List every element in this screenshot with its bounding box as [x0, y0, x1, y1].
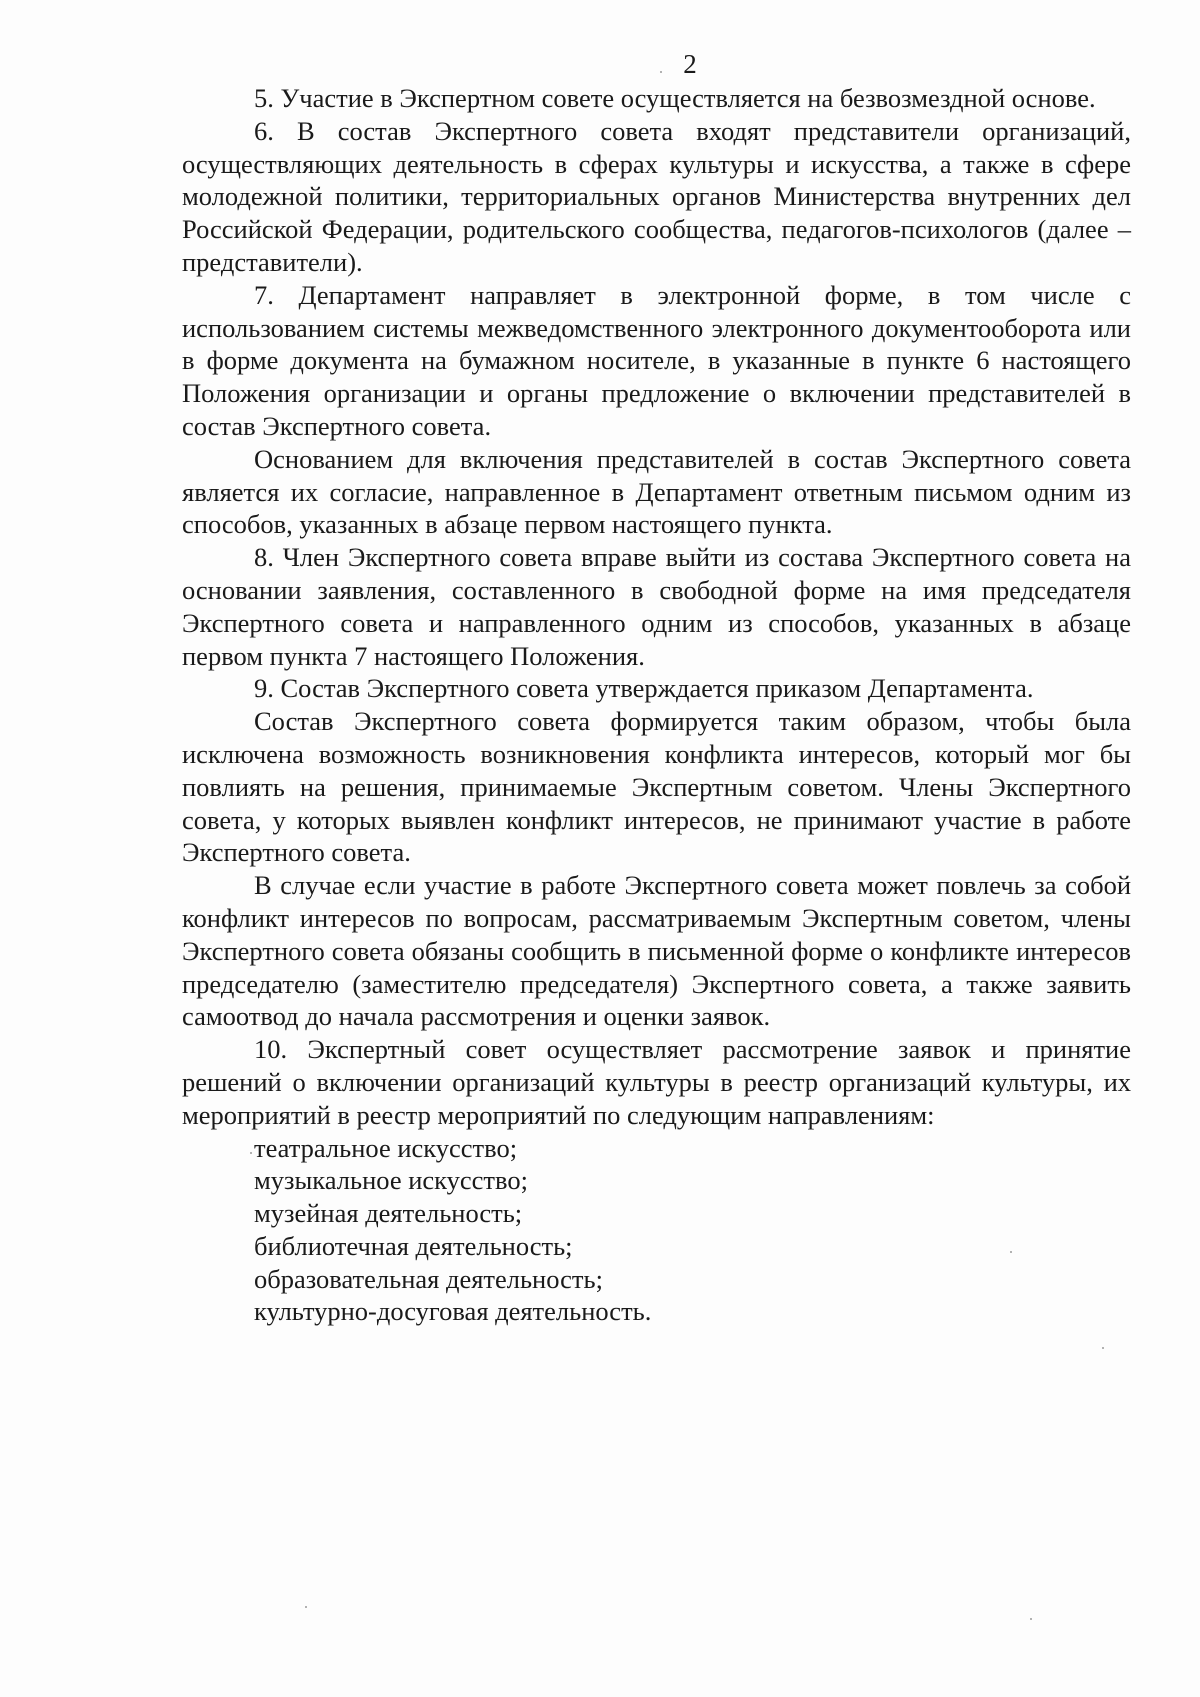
paragraph-item-8: 8. Член Экспертного совета вправе выйти из состава Экспертного совета на основании заявления, составленного в свободной форме на имя председателя Экспертного совета и направленного одним из способов, указанных в абзаце первом пункта 7 настоящего Положения.	[182, 542, 1131, 671]
page-number: 2	[683, 49, 697, 79]
paragraph-item-7: 7. Департамент направляет в электронной форме, в том числе с использованием системы межведомственного электронного документооборота или в форме документа на бумажном носителе, в указанные в пункте 6 настоящего Положения организации и органы предложение о включении представителей в состав Экспертного совета.	[182, 279, 1131, 441]
list-item: театральное искусство;	[254, 1132, 518, 1163]
list-item: музейная деятельность;	[254, 1198, 523, 1229]
scan-speck	[1102, 1347, 1104, 1349]
scan-speck	[660, 71, 662, 73]
list-item: культурно-досуговая деятельность.	[254, 1296, 652, 1327]
paragraph-item-7-basis: Основанием для включения представителей в состав Экспертного совета является их согласие, направленное в Департамент ответным письмом одним из способов, указанных в абзаце первом настоящего пункта.	[182, 443, 1131, 540]
paragraph-item-5: 5. Участие в Экспертном совете осуществляется на безвозмездной основе.	[254, 83, 1096, 113]
list-item: образовательная деятельность;	[254, 1263, 603, 1294]
paragraph-item-9-composition: Состав Экспертного совета формируется таким образом, чтобы была исключена возможность возникновения конфликта интересов, который мог бы повлиять на решения, принимаемые Экспертным советом. Члены Экспертного совета, у которых выявлен конфликт интересов, не принимают участие в работе Экспертного совета.	[182, 706, 1131, 868]
scan-speck	[305, 1606, 307, 1608]
scan-speck	[1030, 1618, 1032, 1620]
paragraph-item-9-conflict: В случае если участие в работе Экспертного совета может повлечь за собой конфликт интересов по вопросам, рассматриваемым Экспертным советом, члены Экспертного совета обязаны сообщить в письменной форме о конфликте интересов председателю (заместителю председателя) Экспертного совета, а также заявить самоотвод до начала рассмотрения и оценки заявок.	[182, 870, 1131, 1032]
scan-speck	[1010, 1251, 1012, 1253]
list-item: библиотечная деятельность;	[254, 1230, 573, 1261]
paragraph-item-9: 9. Состав Экспертного совета утверждается приказом Департамента.	[254, 673, 1034, 704]
list-item: музыкальное искусство;	[254, 1165, 528, 1196]
scan-speck	[250, 1152, 252, 1154]
directions-list	[182, 1132, 1131, 1329]
paragraph-item-10: 10. Экспертный совет осуществляет рассмотрение заявок и принятие решений о включении организаций культуры в реестр организаций культуры, их мероприятий в реестр мероприятий по следующим направлениям:	[182, 1034, 1131, 1130]
paragraph-item-6: 6. В состав Экспертного совета входят представители организаций, осуществляющих деятельность в сферах культуры и искусства, а также в сфере молодежной политики, территориальных органов Министерства внутренних дел Российской Федерации, родительского сообщества, педагогов-психологов (далее – представители).	[182, 115, 1131, 277]
document-body	[182, 82, 1131, 1328]
